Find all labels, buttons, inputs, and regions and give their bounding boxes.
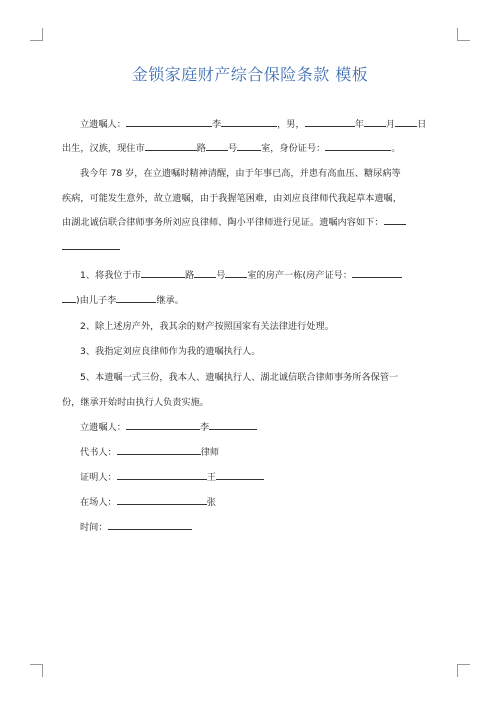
- signature-witness: [80, 469, 264, 483]
- blank-field: [395, 117, 417, 127]
- blank-field: [126, 420, 200, 430]
- gender-text: ，男，: [277, 119, 305, 130]
- signature-present-label: 在场人：: [80, 497, 117, 508]
- blank-field: [117, 445, 201, 455]
- period-text: 。: [391, 143, 401, 154]
- item-5-line-1: 5、本遗嘱一式三份，我本人、遗嘱执行人、湖北诚信联合律师事务所各保管一: [80, 372, 399, 383]
- testator-surname: 李: [211, 119, 222, 130]
- item-1-line-1: [80, 267, 402, 281]
- statement-line-1: 我今年 78 岁，在立遗嘱时精神清醒，由于年事已高，并患有高血压、糖尿病等: [80, 168, 401, 179]
- signature-testator-label: 立遗嘱人：: [80, 422, 126, 433]
- testator-label: 立遗嘱人：: [80, 119, 126, 130]
- signature-writer-label: 代书人：: [80, 447, 117, 458]
- item-2: 2、除上述房产外，我其余的财产按照国家有关法律进行处理。: [80, 321, 334, 332]
- statement-line-2: 疾病，可能发生意外，故立遗嘱，由于我握笔困难，由刘应良律师代我起草本遗嘱，: [62, 193, 402, 204]
- crop-mark-top-right: [457, 28, 470, 41]
- room-text: 室，身份证号：: [261, 143, 326, 154]
- signature-witness-label: 证明人：: [80, 472, 117, 483]
- born-text: 出生，汉族，现住市: [62, 143, 145, 154]
- number-text: 号: [227, 143, 238, 154]
- item-1-room: 室的房产一栋(房产证号：: [247, 270, 353, 281]
- blank-field: [305, 117, 355, 127]
- signature-writer: [80, 444, 219, 458]
- crop-mark-bottom-right: [457, 664, 470, 677]
- blank-field: [116, 293, 156, 303]
- statement-line-3-text: 由湖北诚信联合律师事务所刘应良律师、陶小平律师进行见证。遗嘱内容如下：: [62, 217, 384, 228]
- day-text: 日: [417, 119, 427, 130]
- blank-field: [62, 293, 76, 303]
- blank-field: [384, 215, 406, 225]
- item-1-text: 1、将我位于市: [80, 270, 141, 281]
- blank-field: [141, 268, 185, 278]
- signature-present: [80, 494, 216, 508]
- signature-testator-name: 李: [199, 422, 210, 433]
- blank-field: [364, 117, 386, 127]
- blank-field: [62, 240, 120, 250]
- blank-field: [108, 520, 192, 530]
- blank-field: [216, 470, 264, 480]
- item-1-line-2: [62, 292, 184, 306]
- item-3: 3、我指定刘应良律师作为我的遗嘱执行人。: [80, 346, 261, 357]
- item-1-number: 号: [216, 270, 226, 281]
- crop-mark-top-left: [30, 28, 43, 41]
- blank-field: [206, 141, 228, 151]
- signature-present-name: 张: [206, 497, 216, 508]
- item-1-inherit: 继承。: [156, 295, 184, 306]
- year-text: 年: [354, 119, 364, 130]
- statement-line-3: [62, 214, 406, 228]
- blank-field: [225, 268, 247, 278]
- blank-field: [352, 268, 402, 278]
- blank-field: [221, 117, 277, 127]
- blank-field: [126, 117, 212, 127]
- signature-witness-name: 王: [206, 472, 216, 483]
- road-text: 路: [196, 143, 206, 154]
- blank-line: [62, 240, 120, 253]
- blank-field: [325, 141, 391, 151]
- signature-time-label: 时间：: [80, 522, 108, 533]
- signature-writer-title: 律师: [200, 447, 220, 458]
- blank-field: [145, 141, 197, 151]
- blank-field: [194, 268, 216, 278]
- signature-time: [80, 519, 192, 533]
- month-text: 月: [385, 119, 396, 130]
- blank-field: [117, 495, 207, 505]
- item-5-line-2: 份，继承开始时由执行人负责实施。: [62, 397, 209, 408]
- item-1-road: 路: [184, 270, 195, 281]
- blank-field: [237, 141, 261, 151]
- blank-field: [209, 420, 257, 430]
- blank-field: [117, 470, 207, 480]
- document-title: 金锁家庭财产综合保险条款 模板: [131, 65, 369, 84]
- item-1-son: )由儿子李: [76, 295, 117, 306]
- crop-mark-bottom-left: [30, 664, 43, 677]
- testator-info-line: [80, 116, 426, 130]
- signature-testator: [80, 419, 257, 433]
- address-line: [62, 140, 401, 154]
